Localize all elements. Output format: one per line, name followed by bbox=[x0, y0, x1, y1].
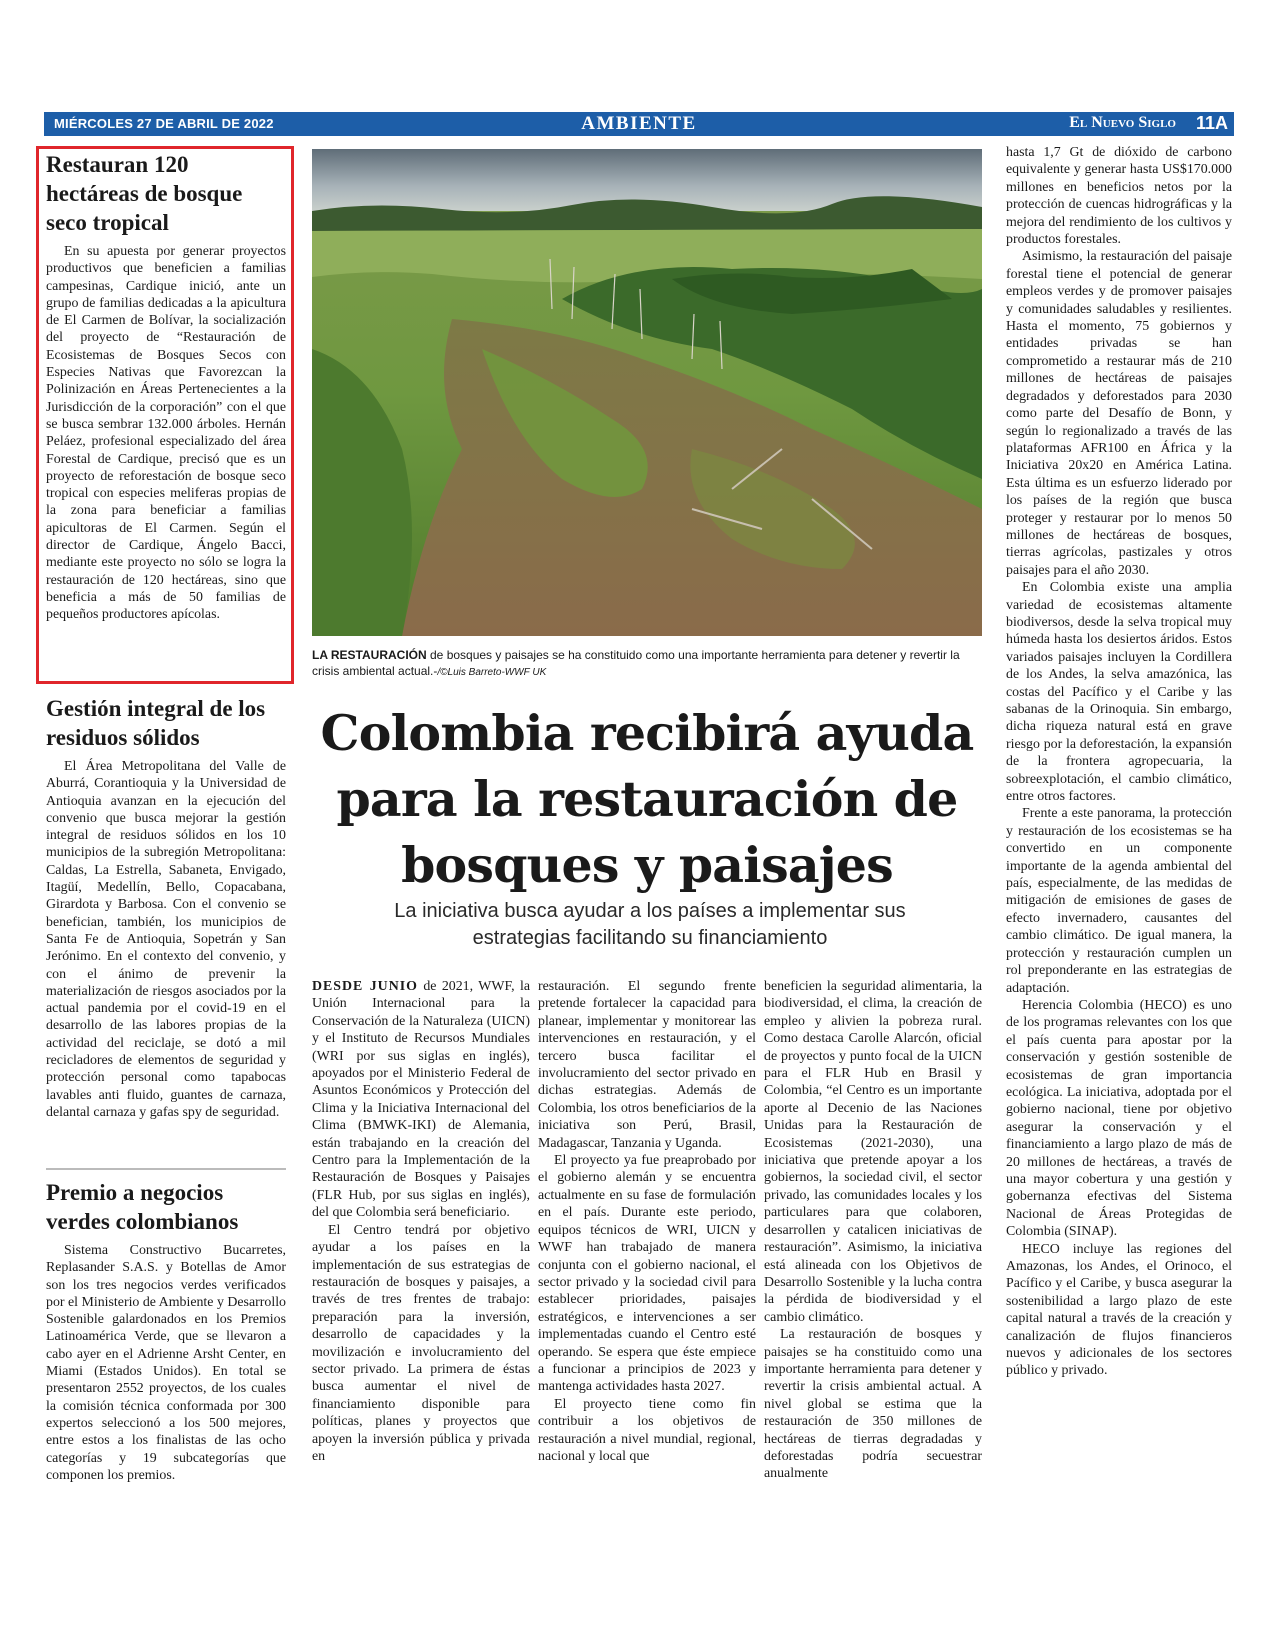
brief-body: Sistema Constructivo Bucarretes, Replasander S.A.S. y Botellas de Amor son los tres negocios verdes verificados por el Ministerio de Ambiente y Desarrollo Sostenible galardonados en los Premios Latinoamérica Verde, que se llevaron a cabo ayer en el Adrienne Arsht Center, en Miami (Estados Unidos). En total se presentaron 2552 proyectos, de los cuales la comisión técnica conformada por 300 expertos seleccionó a los 500 mejores, entre estos a los finalistas de las ocho categorías y 19 subcategorías que componen los premios. bbox=[46, 1243, 286, 1483]
article-column-3 bbox=[764, 978, 982, 1483]
article-column-2 bbox=[538, 978, 756, 1465]
photo-caption bbox=[312, 647, 982, 681]
article-headline: Colombia recibirá ayuda para la restauración de bosques y paisajes bbox=[320, 704, 974, 894]
article-paragraph: restauración. El segundo frente pretende fortalecer la capacidad para planear, implementar y monitorear las intervenciones en restauración, y el tercero busca facilitar el involucramiento del sector privado en dichas estrategias. Además de Colombia, los otros beneficiarios de la iniciativa son Perú, Brasil, Madagascar, Tanzania y Uganda. bbox=[538, 979, 756, 1151]
brief-premio bbox=[46, 1178, 286, 1484]
article-paragraph: DESDE JUNIO de 2021, WWF, la Unión Internacional para la Conservación de la Naturaleza (UICN) y el Instituto de Recursos Mundiales (WRI por sus siglas en inglés), apoyados por el Ministerio Federal de Asuntos Económicos y Protección del Clima y la Iniciativa Internacional del Clima (BMWK-IKI) de Alemania, están trabajando en la creación del Centro para la Implementación de la Restauración de Bosques y Paisajes (FLR Hub, por sus siglas en inglés), del que Colombia será beneficiario. bbox=[312, 979, 530, 1221]
article-paragraph: HECO incluye las regiones del Amazonas, los Andes, el Orinoco, el Pacífico y el Caribe, y busca asegurar la sostenibilidad a largo plazo de este capital natural a través de la creación y canalización de flujos financieros nuevos y adicionales de los sectores público y privado. bbox=[1006, 1241, 1232, 1379]
caption-lead: LA RESTAURACIÓN bbox=[312, 648, 427, 662]
page-number: 11A bbox=[1195, 113, 1228, 133]
article-column-4 bbox=[1006, 144, 1232, 1380]
section-title: AMBIENTE bbox=[581, 113, 697, 134]
brief-title: Gestión integral de los residuos sólidos bbox=[46, 696, 266, 750]
article-paragraph: El proyecto ya fue preaprobado por el gobierno alemán y se encuentra actualmente en su fase de formulación en el país. Durante este periodo, equipos técnicos de WRI, UICN y WWF han trabajado de manera conjunta con el gobierno nacional, el sector privado y la sociedad civil para establecer prioridades, paisajes estratégicos, e intervenciones a ser implementadas cuando el Centro esté operando. Se espera que éste empiece a funcionar a principios de 2023 y mantenga actividades hasta 2027. bbox=[538, 1153, 756, 1395]
issue-date: MIÉRCOLES 27 DE ABRIL DE 2022 bbox=[54, 116, 274, 131]
photo-credit: /©Luis Barreto-WWF UK bbox=[437, 667, 547, 678]
article-paragraph: El proyecto tiene como fin contribuir a los objetivos de restauración a nivel mundial, regional, nacional y local que bbox=[538, 1396, 756, 1464]
lead-in: DESDE JUNIO bbox=[312, 979, 418, 994]
article-paragraph: La restauración de bosques y paisajes se ha constituido como una importante herramienta para detener y revertir la crisis ambiental actual. A nivel global se estima que la restauración de 350 millones de hectáreas de tierras degradadas y deforestadas podría secuestrar anualmente bbox=[764, 1327, 982, 1482]
article-column-1 bbox=[312, 978, 530, 1465]
caption-text: de bosques y paisajes se ha constituido como una importante herramienta para detener y revertir la crisis ambiental actual.- bbox=[312, 648, 960, 678]
brief-body: En su apuesta por generar proyectos productivos que beneficien a familias campesinas, Cardique inició, ante un grupo de familias dedicadas a la apicultura de El Carmen de Bolívar, la socialización del proyecto de “Restauración de Ecosistemas de Bosques Secos con Especies Nativas que Favorezcan la Polinización en Áreas Pertenecientes a la Jurisdicción de la corporación” con el que se busca sembrar 132.000 árboles. Hernán Peláez, profesional especializado del área Forestal de Cardique, precisó que es un proyecto de reforestación de bosque seco tropical con especies meliferas propias de la zona para beneficiar a familias apicultoras de El Carmen. Según el director de Cardique, Ángelo Bacci, mediante este proyecto no sólo se logra la restauración de 120 hectáreas, sino que beneficia a más de 50 familias de pequeños productores apícolas. bbox=[46, 244, 286, 623]
forest-restoration-photo bbox=[312, 149, 982, 636]
brief-body: El Área Metropolitana del Valle de Aburrá, Corantioquia y la Universidad de Antioquia avanzan en la ejecución del convenio que busca mejorar la gestión integral de residuos sólidos en los 10 municipios de la subregión Metropolitana: Caldas, La Estrella, Sabaneta, Envigado, Itagüí, Medellín, Bello, Copacabana, Girardota y Barbosa. Con el convenio se benefician, también, los municipios de Santa Fe de Antioquia, Sopetrán y San Jerónimo. En el contexto del convenio, y con el ánimo de prevenir la materialización de riesgos asociados por la actual pandemia por el covid-19 en el desarrollo de las labores propias de la actividad del reciclaje, se dotó a mil recicladores de elementos de seguridad y protección personal como tapabocas lavables anti fluido, guantes de carnaza, delantal carnaza y gafas spy de seguridad. bbox=[46, 759, 286, 1120]
article-paragraph: El Centro tendrá por objetivo ayudar a los países en la implementación de sus estrategias de restauración de bosques y paisajes, a través de tres frentes de trabajo: preparación para la inversión, desarrollo de capacidades y la movilización e involucramiento del sector privado. La primera de éstas busca aumentar el nivel de financiamiento disponible para políticas, planes y proyectos que apoyen la inversión pública y privada en bbox=[312, 1222, 530, 1464]
brief-title: Restauran 120 hectáreas de bosque seco tropical bbox=[46, 152, 243, 235]
article-paragraph: beneficien la seguridad alimentaria, la biodiversidad, el clima, la creación de empleo y alivien la pobreza rural. Como destaca Carolle Alarcón, oficial de proyectos y punto focal de la UICN para el FLR Hub en Brasil y Colombia, “el Centro es un importante aporte al Decenio de las Naciones Unidas para la Restauración de Ecosistemas (2021-2030), una iniciativa que pretende apoyar a los gobiernos, la sociedad civil, el sector privado, las comunidades locales y los particulares para que colaboren, desarrollen y catalicen iniciativas de restauración”. Asimismo, la iniciativa está alineada con los Objetivos de Desarrollo Sostenible y la lucha contra la pérdida de biodiversidad y el cambio climático. bbox=[764, 979, 982, 1325]
article-paragraph: hasta 1,7 Gt de dióxido de carbono equivalente y generar hasta US$170.000 millones en beneficios netos por la protección de cuencas hidrográficas y la mejora del rendimiento de los cultivos y productos forestales. bbox=[1006, 145, 1232, 248]
article-paragraph: Asimismo, la restauración del paisaje forestal tiene el potencial de generar empleos verdes y de promover paisajes y comunidades saludables y resilientes. Hasta el momento, 75 gobiernos y entidades privadas se han comprometido a restaurar más de 210 millones de hectáreas de paisajes degradados y deforestados para 2030 como parte del Desafío de Bonn, y según lo regionalizado a través de las plataformas AFR100 en África y la Iniciativa 20x20 en América Latina. Esta última es un esfuerzo liderado por los países de la región que busca proteger y restaurar por lo menos 50 millones de hectáreas de bosques, tierras agrícolas, pastizales y otros paisajes para el año 2030. bbox=[1006, 249, 1232, 578]
page-header-bar bbox=[44, 112, 1234, 136]
article-paragraph: En Colombia existe una amplia variedad de ecosistemas altamente biodiversos, desde la selva tropical muy húmeda hasta los desiertos áridos. Estos variados paisajes incluyen la Cordillera de los Andes, la selva amazónica, las costas del Pacífico y el Caribe y las sabanas de la Orinoquia. Sin embargo, dicha riqueza natural está en grave riesgo por la deforestación, la expansión de la frontera agropecuaria, la sobreexplotación, el cambio climático, entre otros factores. bbox=[1006, 580, 1232, 805]
article-subhead: La iniciativa busca ayudar a los países a implementar sus estrategias facilitando su financiamiento bbox=[394, 900, 906, 949]
brief-restauran bbox=[46, 150, 286, 624]
article-paragraph: Frente a este panorama, la protección y restauración de los ecosistemas se ha convertido en un componente importante de la agenda ambiental del país, especialmente, de las medidas de mitigación de emisiones de gases de efecto invernadero, causantes del cambio climático. De igual manera, la protección y restauración cumplen un rol preponderante en las estrategias de adaptación. bbox=[1006, 806, 1232, 996]
brief-title: Premio a negocios verdes colombianos bbox=[46, 1180, 239, 1234]
article-paragraph: Herencia Colombia (HECO) es uno de los programas relevantes con los que el país cuenta para apostar por la conservación y gestión sostenible de ecosistemas de gran importancia ecológica. La iniciativa, adoptada por el gobierno nacional, tiene por objetivo asegurar la conservación y el financiamiento a largo plazo de más de 20 millones de hectáreas, a través de una mayor cobertura y una gestión y gobernanza efectivas del Sistema Nacional de Áreas Protegidas de Colombia (SINAP). bbox=[1006, 997, 1232, 1240]
newspaper-name: El Nuevo Siglo bbox=[1069, 114, 1176, 131]
brief-divider bbox=[46, 1168, 286, 1170]
brief-gestion bbox=[46, 694, 286, 1121]
